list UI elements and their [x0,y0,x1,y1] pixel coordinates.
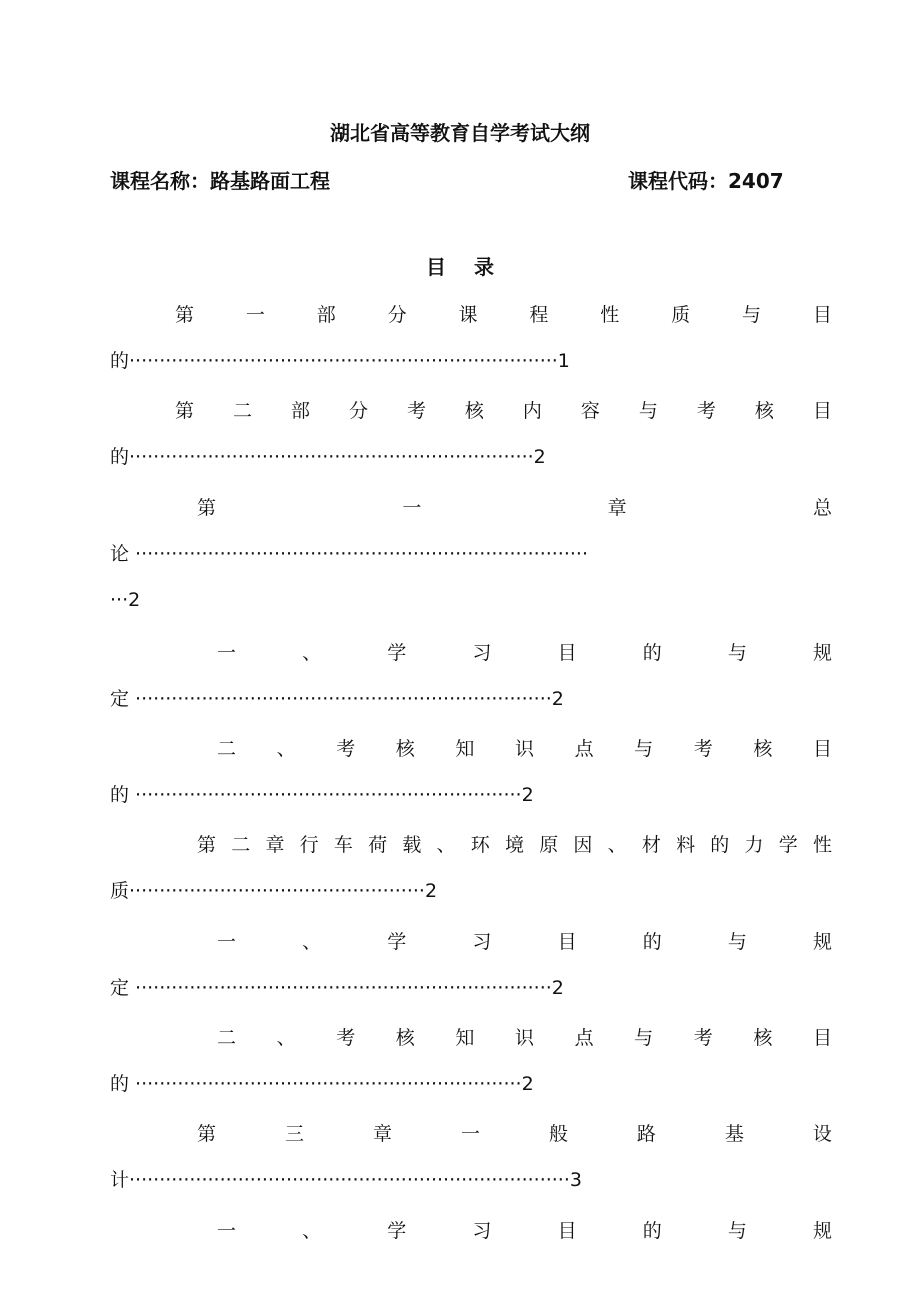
toc-heading-char: 学 [778,834,798,856]
toc-entry-leader: 的·······································································1 [110,350,570,372]
toc-heading-char: 章 [372,1123,392,1145]
toc-heading-char: 的 [710,834,730,856]
toc-heading-char: 第 [175,400,195,422]
toc-heading-char: 、 [276,738,296,760]
toc-heading-char: 习 [472,1220,492,1242]
toc-heading-char: 考 [406,400,426,422]
toc-entry-heading [197,493,832,523]
toc-heading-char: 目 [557,931,577,953]
toc-heading-char: 般 [548,1123,568,1145]
toc-entry-leader: 的···································································2 [110,446,546,468]
toc-entry-leader: 论 ··········································································· [110,543,589,565]
toc-heading-char: 与 [727,1220,747,1242]
toc-heading-char: 课 [458,304,478,326]
toc-entry-leader: 计·········································································3 [110,1169,582,1191]
toc-entry-heading [175,300,832,330]
toc-heading-char: 考 [696,400,716,422]
toc-entry-heading [197,830,832,860]
toc-heading-char: 一 [217,642,237,664]
document-title: 湖北省高等教育自学考试大纲 [330,121,590,145]
toc-heading-char: 荷 [368,834,388,856]
toc-heading-char: 性 [600,304,620,326]
toc-heading-char: 分 [387,304,407,326]
toc-heading-char: 知 [455,738,475,760]
toc-heading-char: 考 [693,1027,713,1049]
toc-entry-heading [217,1216,832,1246]
toc-heading-char: 核 [753,1027,773,1049]
toc-heading-char: 与 [638,400,658,422]
toc-heading-char: 知 [455,1027,475,1049]
toc-heading-char: 识 [514,738,534,760]
toc-heading-char: 质 [671,304,691,326]
toc-heading-char: 核 [395,1027,415,1049]
toc-heading-char: 一 [460,1123,480,1145]
toc-heading-char: 目 [812,304,832,326]
toc-heading-char: 规 [812,642,832,664]
toc-heading-char: 基 [724,1123,744,1145]
toc-heading-char: 容 [580,400,600,422]
toc-heading-char: 考 [693,738,713,760]
toc-heading-char: 核 [754,400,774,422]
toc-heading-char: 因 [573,834,593,856]
toc-heading-char: 一 [217,1220,237,1242]
toc-heading-char: 二 [217,738,237,760]
toc-heading-char: 学 [387,642,407,664]
toc-heading-char: 规 [812,1220,832,1242]
toc-heading-char: 、 [302,642,322,664]
toc-heading-char: 目 [812,400,832,422]
toc-heading: 目录 [426,255,522,279]
toc-heading-char: 习 [472,642,492,664]
toc-heading-char: 核 [753,738,773,760]
toc-heading-char: 内 [522,400,542,422]
toc-heading-char: 点 [574,738,594,760]
toc-entry-heading [217,734,832,764]
toc-heading-char: 第 [175,304,195,326]
toc-heading-char: 载 [402,834,422,856]
toc-heading-char: 与 [727,642,747,664]
toc-heading-char: 二 [217,1027,237,1049]
toc-heading-char: 、 [302,931,322,953]
toc-heading-char: 学 [387,1220,407,1242]
toc-heading-char: 核 [464,400,484,422]
toc-heading-char: 设 [812,1123,832,1145]
toc-heading-char: 第 [197,1123,217,1145]
toc-heading-char: 章 [265,834,285,856]
toc-heading-char: 习 [472,931,492,953]
toc-heading-char: 二 [231,834,251,856]
toc-entry-heading [217,638,832,668]
toc-heading-char: 环 [470,834,490,856]
toc-heading-char: 部 [316,304,336,326]
toc-heading-char: 规 [812,931,832,953]
toc-heading-char: 料 [676,834,696,856]
toc-heading-char: 核 [395,738,415,760]
toc-heading-char: 部 [290,400,310,422]
toc-heading-char: 第 [197,834,217,856]
toc-entry-leader: 定 ·····································································2 [110,977,564,999]
toc-heading-char: 力 [744,834,764,856]
toc-heading-char: 境 [504,834,524,856]
toc-heading-char: 与 [742,304,762,326]
toc-heading-char: 考 [336,738,356,760]
toc-heading-char: 材 [641,834,661,856]
toc-heading-char: 二 [232,400,252,422]
toc-heading-char: 、 [302,1220,322,1242]
toc-heading-char: 、 [607,834,627,856]
toc-heading-char: 学 [387,931,407,953]
toc-entry-leader: 的 ································································2 [110,1073,534,1095]
toc-entry-leader: 质·················································2 [110,880,438,902]
toc-heading-char: 识 [514,1027,534,1049]
toc-heading-char: 、 [436,834,456,856]
toc-heading-char: 第 [197,497,217,519]
toc-heading-char: 、 [276,1027,296,1049]
toc-heading-char: 与 [634,738,654,760]
toc-heading-char: 考 [336,1027,356,1049]
toc-heading-char: 程 [529,304,549,326]
toc-heading-char: 目 [812,1027,832,1049]
toc-heading-char: 的 [642,1220,662,1242]
toc-heading-char: 车 [333,834,353,856]
course-name: 课程名称：路基路面工程 [110,169,330,193]
toc-heading-char: 目 [557,642,577,664]
toc-heading-char: 分 [348,400,368,422]
toc-heading-char: 路 [636,1123,656,1145]
toc-heading-char: 原 [539,834,559,856]
toc-entry-leader: 的 ································································2 [110,784,534,806]
course-code: 课程代码：2407 [628,169,784,193]
toc-entry-heading [197,1119,832,1149]
toc-entry-heading [217,1023,832,1053]
toc-heading-char: 总 [812,497,832,519]
toc-heading-char: 与 [727,931,747,953]
toc-heading-char: 章 [607,497,627,519]
toc-heading-char: 性 [812,834,832,856]
toc-heading-char: 与 [634,1027,654,1049]
toc-heading-char: 一 [402,497,422,519]
toc-entry-leader-continued: ···2 [110,589,141,611]
toc-heading-char: 一 [217,931,237,953]
toc-entry-leader: 定 ·····································································2 [110,688,564,710]
toc-heading-char: 目 [812,738,832,760]
toc-heading-char: 行 [299,834,319,856]
toc-heading-char: 的 [642,642,662,664]
toc-heading-char: 三 [284,1123,304,1145]
toc-heading-char: 点 [574,1027,594,1049]
toc-entry-heading [217,927,832,957]
toc-heading-char: 一 [245,304,265,326]
toc-entry-heading [175,396,832,426]
toc-heading-char: 的 [642,931,662,953]
toc-heading-char: 目 [557,1220,577,1242]
